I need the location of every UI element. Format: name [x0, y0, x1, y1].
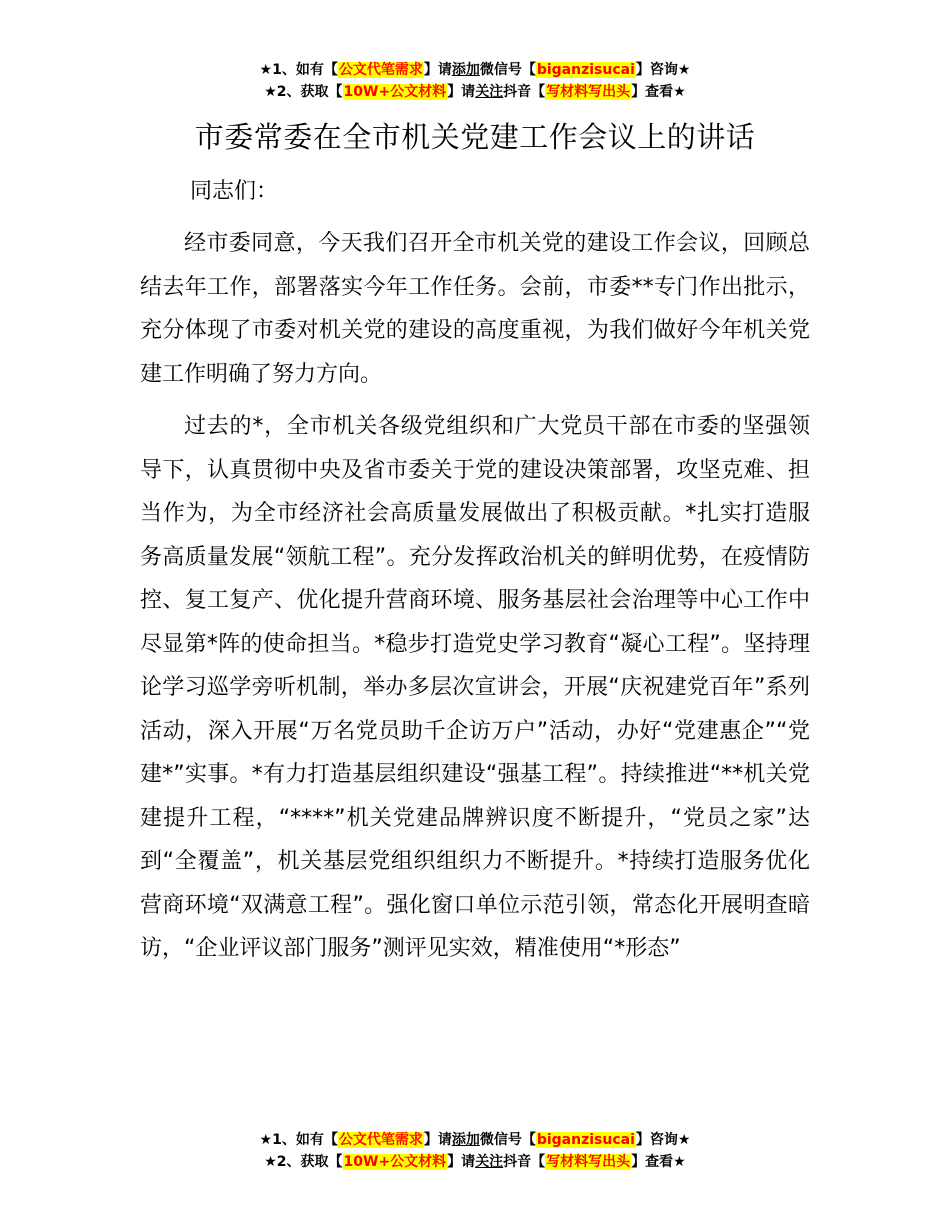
banner-wechat-id: biganzisucai — [536, 62, 635, 78]
greeting: 同志们： — [190, 179, 279, 204]
banner-wechat-id: biganzisucai — [536, 1132, 635, 1148]
header-banner — [0, 59, 950, 103]
banner-line-2 — [0, 81, 950, 103]
banner-text: 】请 — [447, 1154, 476, 1170]
banner-text: 】查看★ — [631, 84, 686, 100]
banner-text: 】请 — [423, 62, 452, 78]
paragraph-2: 过去的*，全市机关各级党组织和广大党员干部在市委的坚强领导下，认真贯彻中央及省市委关于党的建设决策部署，攻坚克难、担当作为，为全市经济社会高质量发展做出了积极贡献。*扎实打造服务高质量发展“领航工程”。充分发挥政治机关的鲜明优势，在疫情防控、复工复产、优化提升营商环境、服务基层社会治理等中心工作中尽显第*阵的使命担当。*稳步打造党史学习教育“凝心工程”。坚持理论学习巡学旁听机制，举办多层次宣讲会，开展“庆祝建党百年”系列活动，深入开展“万名党员助千企访万户”活动，办好“党建惠企”“党建*”实事。*有力打造基层组织建设“强基工程”。持续推进“**机关党建提升工程，“****”机关党建品牌辨识度不断提升，“党员之家”达到“全覆盖”，机关基层党组织组织力不断提升。*持续打造服务优化营商环境“双满意工程”。强化窗口单位示范引领，常态化开展明查暗访，“企业评议部门服务”测评见实效，精准使用“*形态” — [140, 414, 810, 961]
banner-underline: 关注 — [475, 1154, 504, 1170]
banner-highlight: 公文代笔需求 — [338, 1132, 423, 1148]
banner-text: 】咨询★ — [635, 1132, 691, 1148]
banner-text: 】咨询★ — [635, 62, 691, 78]
banner-text: 】请 — [423, 1132, 452, 1148]
banner-highlight: 公文代笔需求 — [338, 62, 423, 78]
banner-douyin-account: 写材料写出头 — [546, 1154, 631, 1170]
document-title: 市委常委在全市机关党建工作会议上的讲话 — [194, 120, 756, 154]
banner-underline: 添加 — [451, 62, 480, 78]
banner-text: 微信号【 — [479, 62, 536, 78]
banner-line-1 — [0, 59, 950, 81]
banner-text: 】请 — [447, 84, 476, 100]
banner-text: ★1、如有【 — [259, 62, 338, 78]
banner-text: ★2、获取【 — [264, 1154, 343, 1170]
banner-text: 微信号【 — [479, 1132, 536, 1148]
banner-highlight: 10W+公文材料 — [343, 1154, 447, 1170]
banner-line-1 — [0, 1129, 950, 1151]
footer-banner — [0, 1129, 950, 1173]
paragraph-1: 经市委同意，今天我们召开全市机关党的建设工作会议，回顾总结去年工作，部署落实今年工作任务。会前，市委**专门作出批示，充分体现了市委对机关党的建设的高度重视，为我们做好今年机关党建工作明确了努力方向。 — [140, 231, 810, 387]
banner-underline: 关注 — [475, 84, 504, 100]
banner-line-2 — [0, 1151, 950, 1173]
banner-text: ★1、如有【 — [259, 1132, 338, 1148]
banner-text: 抖音【 — [503, 1154, 546, 1170]
banner-text: 抖音【 — [503, 84, 546, 100]
banner-underline: 添加 — [451, 1132, 480, 1148]
banner-text: ★2、获取【 — [264, 84, 343, 100]
banner-douyin-account: 写材料写出头 — [546, 84, 631, 100]
banner-highlight: 10W+公文材料 — [343, 84, 447, 100]
banner-text: 】查看★ — [631, 1154, 686, 1170]
